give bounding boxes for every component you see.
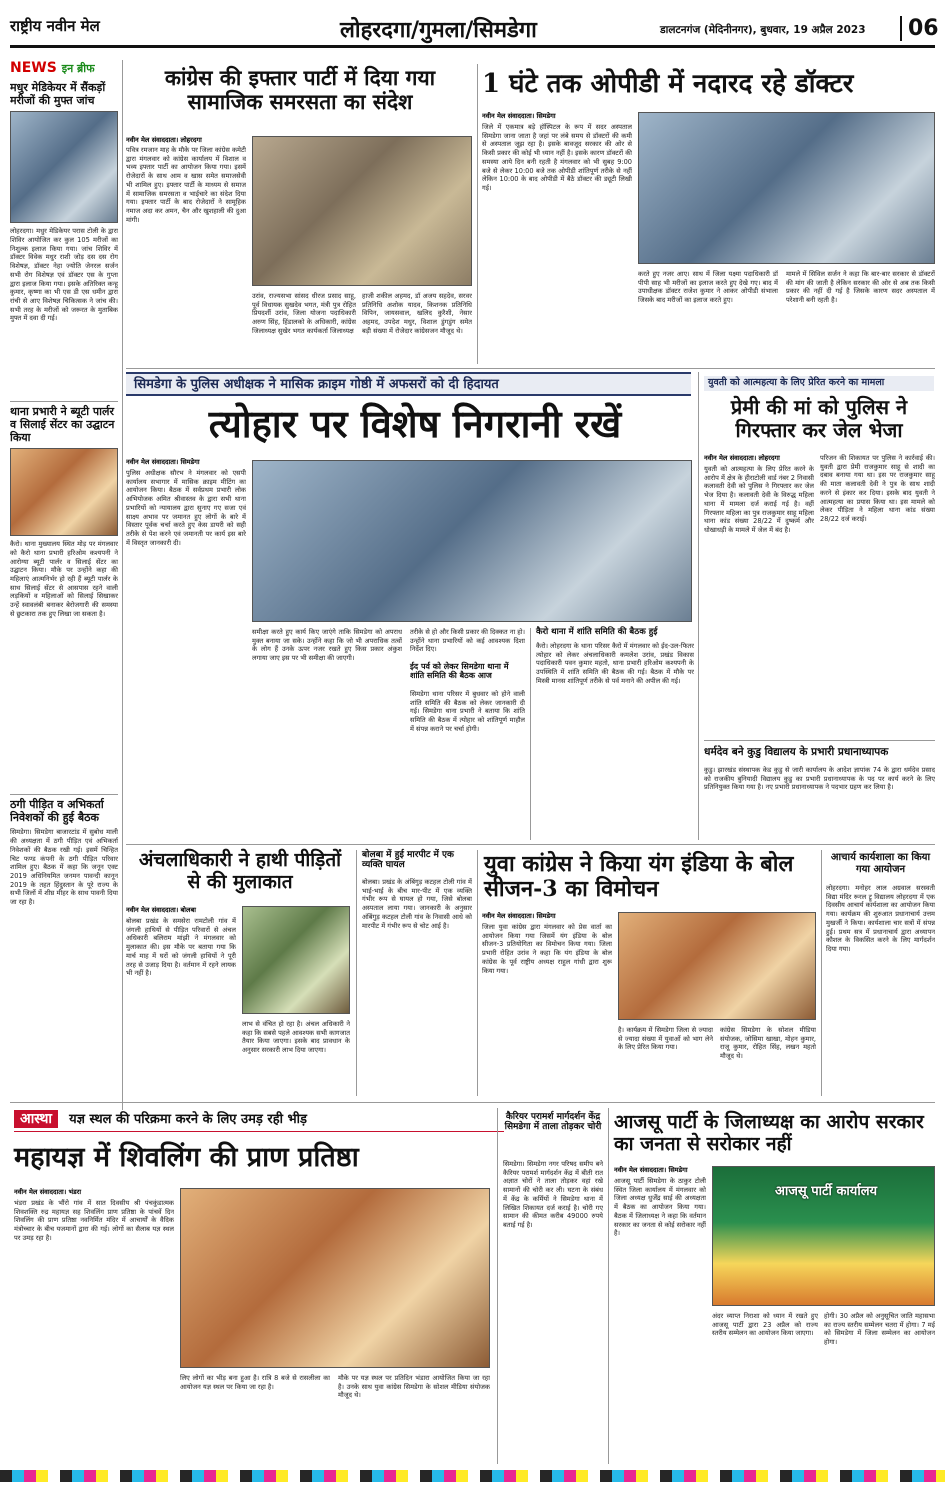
news-label: NEWS	[10, 60, 57, 76]
article-body: जिले में एकमात्र बड़े हॉस्पिटल के रूप में सदर अस्पताल सिमडेगा जाना जाता है जहां पर लंबे समय से डॉक्टरों की कमी से अस्पताल जूझ रहा है। इसके बावजूद सरकार की ओर से किसी प्रकार की कोई भी ध्यान नहीं है। इसके कारण डॉक्टरों की समस्या आये दिन बनी रहती है मंगलवार को भी सुबह 9:00 बजे से लेकर 10:00 बजे तक ओपीडी शांतिपूर्ण तरीके से नहीं लेकिन 10:00 के बाद ओपीडी में बैठे डॉक्टर की ड्यूटी लिखी गई।	[482, 123, 632, 192]
article-body: आजसू पार्टी सिमडेगा के ठाकुर टोली स्थित जिला कार्यालय में मंगलवार को जिला अध्यक्ष धुर्जेंद्र साई की अध्यक्षता में बैठक का आयोजन किया गया। बैठक में जिलाध्यक्ष ने कहा कि वर्तमान सरकार का जनता से कोई सरोकार नहीं है।	[614, 1177, 706, 1238]
article-byline: नवीन मेल संवाददाता। लोहरदगा	[704, 454, 780, 462]
article-body: तरीके से हो और किसी प्रकार की दिक्कत ना हो। उन्होंने थाना प्रभारियों को कई आवश्यक दिशा निर्देश दिए।	[410, 628, 525, 654]
article-body: जिला युवा कांग्रेस द्वारा मंगलवार को प्रेस वार्ता का आयोजन किया गया जिसमें यंग इंडिया के बोल सीजन-3 प्रतियोगिता का विमोचन किया गया। जिला प्रभारी रोहित उरांव ने कहा कि यंग इंडिया के बोल कांग्रेस के पूर्व राष्ट्रीय अध्यक्ष राहुल गांधी द्वारा शुरू किया गया।	[482, 923, 612, 975]
column-divider	[356, 850, 357, 1096]
article-body: कैरो। लोहरदगा के थाना परिसर कैरो में मंगलवार को ईद-उल-फितर त्योहार को लेकर अंचलाधिकारी कमलेश उरांव, प्रखंड विकास पदाधिकारी पवन कुमार महतो, थाना प्रभारी हरिओम कश्यपनी के उपस्थिति में शांति समिति की बैठक की गई। बैठक में मौके पर मिस्त्री मानस शांतिपूर्ण तरीके से पर्व मनाने की अपील की गई।	[536, 642, 694, 685]
kicker-strip	[126, 372, 691, 396]
article-body: युवती को आत्महत्या के लिए प्रेरित करने के आरोप में क्षेत्र के हीराटोली वार्ड नंबर 2 निवासी कलावती देवी को पुलिस ने गिरफ्तार कर जेल भेज दिया है। कलावती देवी के विरुद्ध महिला थाना में मामला दर्ज कराई गई है। वहीं गिरफ्तार महिला का पुत्र राजकुमार साहू महिला थाना कांड संख्या 28/22 में दुष्कर्म और धोखाधड़ी के मामले में जेल में बंद है।	[704, 465, 814, 534]
article-body: होगी। 30 अप्रैल को अनुसूचित जाति महासभा का राज्य स्तरीय सम्मेलन चतरा में होगा। 7 मई को सिमडेगा में जिला सम्मेलन का आयोजन होगा।	[824, 1312, 935, 1347]
article-photo	[252, 460, 692, 622]
brief-photo	[10, 448, 118, 536]
article-body: समीक्षा करते हुए कार्य किए जाएंगे ताकि सिमडेगा को अपराध मुक्त बनाया जा सके। उन्होंने कहा कि जो भी अपराधिक तत्वों के लोग हैं उनके ऊपर नजर रखते हुए किस प्रकार अंकुश लगाया जाए इस पर भी समीक्षा की जाएगी।	[252, 628, 402, 663]
article-body: करते हुए नजर आए। साथ में जिला यक्ष्मा पदाधिकारी डॉ पीपी साह भी मरीजों का इलाज करते हुए देखे गए। बाद में उपाधीक्षक डॉक्टर राजेश कुमार ने आकर ओपीडी संभाला जिसके बाद मरीजों का इलाज करते हुए।	[638, 270, 778, 305]
article-headline: प्रेमी की मां को पुलिस ने गिरफ्तार कर जेल भेजा	[730, 395, 908, 442]
article-body: उरांव, राज्यसभा सांसद धीरज प्रसाद साहू, पूर्व विधायक सुखदेव भगत, मंत्री पुत्र रोहित प्रियदर्शी उरांव, जिला योजना पदाधिकारी अरुण सिंह, हिंडालको के अधिकारी, कांग्रेस जिलाध्यक्ष सुखेर भगत कार्यकर्ता जिलाध्यक्ष	[252, 292, 356, 335]
article-photo	[252, 136, 472, 286]
article-body: भंडरा प्रखंड के भौंरो गांव में सात दिवसीय श्री पंचकुंडात्मक शिवशक्ति रुद्र महायज्ञ सह शिवलिंग प्राण प्रतिष्ठा के पांचवें दिन शिवलिंग की प्राण प्रतिष्ठा नवनिर्मित मंदिर में आचार्यों के वैदिक मंत्रोच्चार के बीच यजमानों द्वारा की गई। लोगों का सैलाब यज्ञ स्थल पर उमड़ रहा है।	[14, 1199, 174, 1242]
article-photo	[180, 1188, 490, 1368]
brief-headline: ठगी पीड़ित व अभिकर्ता निवेशकों की हुई बैठक	[10, 798, 104, 824]
article-body: लोहरदगा। मनोहर लाल अग्रवाल सरस्वती विद्या मंदिर रूरल ट्रू विद्यालय लोहरदगा में एक दिवसीय आचार्य कार्यशाला का आयोजन किया गया। कार्यक्रम की शुरुआत प्रधानाचार्य उत्तम मुखर्जी ने किया। कार्यशाला चार सत्रों में संपन्न हुई। प्रथम सत्र में प्रधानाचार्य द्वारा अध्यापन कौशल के विकसित करने के लिए मार्गदर्शन दिया गया।	[826, 884, 935, 953]
article-subhead: ईद पर्व को लेकर सिमडेगा थाना में शांति समिति की बैठक आज	[410, 661, 509, 681]
photo-banner-label: आजसू पार्टी कार्यालय	[775, 1184, 878, 1199]
article-headline: आजसू पार्टी के जिलाध्यक्ष का आरोप सरकार का जनता से सरोकार नहीं	[614, 1111, 924, 1155]
article-headline: युवा कांग्रेस ने किया यंग इंडिया के बोल सीजन-3 का विमोचन	[484, 851, 794, 903]
article-byline: नवीन मेल संवाददाता। सिमडेगा	[614, 1166, 688, 1174]
brief-body: लोहरदगा। मधुर मेडिकेयर परास टोली के द्वारा शिविर आयोजित कर कुल 105 मरीजों का निशुल्क इलाज किया गया। जांच शिविर में डॉक्टर विवेक मधुर राशी जोड़ दस दस रोग विशेषज्ञ, डॉक्टर नेहा ज्योति जेनरल सर्जन सभी रोग विशेषज्ञ एवं डॉक्टर एस के गुप्ता द्वारा इलाज किया गया। इसके अतिरिक्त कन्हू कुमार, कृष्णा का भी एस डी एस धमीन द्वारा रांची से आए विशेषज्ञ चिकित्सक ने जांच की। सभी तरह के मरीजों को जरूरत के मुताबिक मुफ्त में दवा दी गई।	[10, 227, 118, 323]
article-headline: आचार्य कार्यशाला का किया गया आयोजन	[830, 852, 931, 875]
column-divider	[608, 1108, 609, 1464]
article-body: सिमडेगा थाना परिसर में बुधवार को होने वाली शांति समिति की बैठक को लेकर जानकारी दी गई। सिमडेगा थाना प्रभारी ने बताया कि शांति समिति की बैठक में त्योहार को शांतिपूर्ण माहौल में संपन्न कराने पर चर्चा होगी।	[410, 690, 525, 733]
article-headline: महायज्ञ में शिवलिंग की प्राण प्रतिष्ठा	[14, 1142, 359, 1173]
brief-headline: मधुर मेडिकेयर में सैंकड़ों मरीजों की मुफ्त जांच	[10, 81, 106, 107]
article-body: पवित्र रमजान माह के मौके पर जिला कांग्रेस कमेटी द्वारा मंगलवार को कांग्रेस कार्यालय में विशाल व भव्य इफ्तार पार्टी का आयोजन किया गया। इसमें रोजेदारों के साथ आम व खास समेत समाजसेवी भी शामिल हुए। इफ्तार पार्टी के माध्यम से समाज में सामाजिक समरसता व भाईचारे का संदेश दिया गया। इफ्तार पार्टी के बाद रोजेदारों ने सामूहिक नमाज अदा कर अमन, चैन और खुशहाली की दुआ मांगी।	[126, 146, 246, 224]
article-headline: धर्मदेव बने कुडु विद्यालय के प्रभारी प्रधानाध्यापक	[704, 746, 889, 758]
article-body: मौके पर यज्ञ स्थल पर प्रतिदिन भंडारा आयोजित किया जा रहा है। उनके साथ युवा कांग्रेस सिमडेगा के सोशल मीडिया संयोजक मौजूद थे।	[338, 1374, 490, 1400]
article-byline: नवीन मेल संवाददाता। लोहरदगा	[126, 136, 202, 144]
article-body: मामले में सिविल सर्जन ने कहा कि बार-बार सरकार से डॉक्टरों की मांग की जाती है लेकिन सरकार की ओर से अब तक किसी प्रकार की नहीं दी गई है जिसके कारण सदर अस्पताल में परेशानी बनी रहती है।	[786, 270, 935, 305]
article-byline: नवीन मेल संवाददाता। सिमडेगा	[482, 112, 556, 120]
article-headline: बोलबा में हुई मारपीट में एक व्यक्ति घायल	[362, 850, 454, 871]
section-divider	[704, 740, 935, 741]
article-byline: नवीन मेल संवाददाता। सिमडेगा	[482, 912, 556, 920]
article-headline: कैरो थाना में शांति समिति की बैठक हुई	[536, 627, 658, 637]
news-sublabel: इन ब्रीफ	[61, 62, 95, 75]
dateline: डालटनगंज (मेदिनीनगर), बुधवार, 19 अप्रैल 2023	[660, 24, 866, 36]
article-body: कुडु। झारखंड संस्थापक केड कुडु से जारी कार्यालय के आदेश ज्ञापांक 74 के द्वारा धर्मदेव प्रसाद को राजकीय बुनियादी विद्यालय कुडु का प्रभारी प्रधानाध्यापक के पद पर कार्य करने के लिए प्रतिनियुक्त किया गया है। नए प्रभारी प्रधानाध्यापक ने पदभार ग्रहण कर लिया है।	[704, 766, 935, 792]
article-byline: नवीन मेल संवाददाता। भंडरा	[14, 1188, 82, 1196]
article-headline: कैरियर परामर्श मार्गदर्शन केंद्र सिमडेगा में ताला तोड़कर चोरी	[504, 1112, 602, 1133]
column-divider	[477, 64, 478, 364]
article-byline: नवीन मेल संवाददाता। बोलबा	[126, 906, 196, 914]
article-body: कांग्रेस सिमडेगा के सोशल मीडिया संयोजक, जोसिमा खाखा, मोहन कुमार, राजू कुमार, रोहित सिंह, लखन महतो मौजूद थे।	[720, 1026, 816, 1061]
article-byline: नवीन मेल संवाददाता। सिमडेगा	[126, 458, 200, 466]
article-photo	[712, 1166, 935, 1306]
article-kicker: यज्ञ स्थल की परिक्रमा करने के लिए उमड़ रही भीड़	[69, 1112, 307, 1127]
article-body: बोलबा प्रखंड के समसेरा रामटोली गांव में जंगली हाथियों से पीड़ित परिवारों से अंचल अधिकारी बलिराम मांझी ने मंगलवार को मुलाकात की। इस मौके पर बताया गया कि मार्च माह में घरों को जंगली हाथियों ने पूरी तरह से उजाड़ दिया है। वर्तमान में रहने लायक भी नहीं है।	[126, 917, 236, 978]
divider	[10, 401, 118, 402]
article-kicker: युवती को आत्महत्या के लिए प्रेरित करने का मामला	[704, 376, 934, 391]
article-kicker: सिमडेगा के पुलिस अधीक्षक ने मासिक क्राइम गोष्ठी में अफसरों को दी हिदायत	[134, 377, 499, 392]
astha-tag: आस्था	[14, 1110, 58, 1128]
article-body: परिजन की शिकायत पर पुलिस ने कार्रवाई की। युवती द्वारा प्रेमी राजकुमार साहू से शादी का दबाव बनाया गया था। इस पर राजकुमार साहू की माता कलावती देवी ने पुत्र के साथ शादी करने से इंकार कर दिया। इसके बाद युवती ने आत्महत्या का प्रयास किया था। इस मामले को लेकर पीड़िता ने महिला थाना कांड संख्या 28/22 दर्ज कराई।	[820, 454, 935, 523]
section-title: लोहरदगा/गुमला/सिमडेगा	[340, 17, 537, 43]
article-photo	[638, 112, 935, 264]
brief-headline: थाना प्रभारी ने ब्यूटी पार्लर व सिलाई सेंटर का उद्घाटन किया	[10, 405, 115, 444]
page-header	[10, 14, 939, 48]
page-number: 06	[900, 16, 939, 41]
news-in-brief-label	[10, 60, 118, 76]
section-divider	[10, 1102, 935, 1103]
divider	[10, 794, 118, 795]
article-headline: त्योहार पर विशेष निगरानी रखें	[208, 401, 622, 446]
article-photo	[242, 906, 350, 1014]
masthead-logo: राष्ट्रीय नवीन मेल	[10, 17, 100, 35]
brief-body: सिमडेगा। सिमडेगा बाजारटांड में सुबोध माली की अध्यक्षता में ठगी पीड़ित एवं अभिकर्ता निवेशकों की बैठक रखी गई। इसमें चिन्हित चिट फण्ड कंपनी के ठगी पीड़ित परिवार शामिल हुए। बैठक में कहा कि जनून एक्ट 2019 अधिनियमित जनमन पावन्दी कानून 2019 के तहत हिंदुस्तान के पूरे राज्य के सभी जिलों में शीघ्र मीहर के साथ पावनी दिया जा रहा है।	[10, 828, 118, 907]
column-divider	[477, 850, 478, 1096]
article-body: हाजी शकील अहमद, डॉ अजय सहदेव, सरवर प्रतिनिधि अशोक यादव, किशनक प्रतिनिधि विपिन, जायसवाल, खलिद कुरैशी, नेसार अहमद, उपदेश मधुर, विशाल डुंगडुंग समेत बड़ी संख्या में रोजेदार कांग्रेसजन मौजूद थे।	[362, 292, 472, 335]
brief-photo	[10, 111, 118, 223]
brief-body: कैरो। थाना मुख्यालय स्थित मोड़ पर मंगलवार को कैरो थाना प्रभारी हरिओम कश्यपनी ने आरोग्या ब्यूटी पार्लर व सिलाई सेंटर का उद्घाटन किया। मौके पर उन्होंने कहा की महिलाएं आत्मनिर्भर हो रही हैं ब्यूटी पार्लर के साथ सिलाई सेंटर से आसपास रहने वाली लड़कियों व महिलाओं को सिलाई सिखाकर उन्हें स्वावलंबी बनाकर बेरोजगारी की समस्या से छुटकारा तक हुए लिखा जा सकता है।	[10, 540, 118, 618]
article-body: अंदर व्याप्त निराशा को ध्यान में रखते हुए आजसू पार्टी द्वारा 23 अप्रैल को राज्य स्तरीय सम्मेलन का आयोजन किया जाएगा।	[712, 1312, 818, 1338]
print-registration-bar	[0, 1470, 945, 1482]
article-photo	[618, 912, 816, 1020]
kicker-row	[14, 1108, 504, 1132]
article-headline: अंचलाधिकारी ने हाथी पीड़ितों से की मुलाकात	[138, 849, 342, 893]
article-headline: कांग्रेस की इफ्तार पार्टी में दिया गया सामाजिक समरसता का संदेश	[164, 65, 436, 115]
article-body: पुलिस अधीक्षक सौरभ ने मंगलवार को एसपी कार्यालय सभागार में मासिक क्राइम मीटिंग का आयोजन किया। बैठक में सर्वप्रथम प्रभारी लोक अभियोजक अमित श्रीवास्तव के द्वारा सभी थाना प्रभारियों को न्यायालय द्वारा सुनाए गए सजा एवं साक्ष्य अभाव पर जमानत हुए लोगों के बारे में विस्तार पूर्वक चर्चा करते हुए केस डायरी को सही तरीके से पेश करने एवं जमानती पर कार्य इस बारे में विस्तृत जानकारी दी।	[126, 469, 246, 547]
article-body: लाभ से वंचित हो रहा है। अंचल अधिकारी ने कहा कि सबसे पहले आवश्यक सभी कागजात तैयार किया जाएगा। इसके बाद प्रावधान के अनुसार सरकारी लाभ दिया जाएगा।	[242, 1020, 350, 1055]
article-body: लिए लोगों का भीड़ बना हुआ है। रात्रि 8 बजे से रासलीला का आयोजन यज्ञ स्थल पर किया जा रहा है।	[180, 1374, 330, 1391]
section-divider	[126, 844, 935, 845]
column-divider	[530, 628, 531, 840]
article-body: सिमडेगा। सिमडेगा नगर परिषद समीप बने कैरियर परामर्श मार्गदर्शन केंद्र में बीती रात अज्ञात चोरों ने ताला तोड़कर वहां रखे सामानों की चोरी कर ली। घटना के संबंध में केंद्र के कर्मियों ने सिमडेगा थाना में लिखित शिकायत दर्ज कराई है। चोरी गए सामान की कीमत करीब 49000 रुपये बताई गई है।	[503, 1160, 603, 1229]
news-in-brief-column	[10, 60, 118, 1110]
column-divider	[821, 850, 822, 1096]
article-body: बोलबा। प्रखंड के अंबिंगुड़ कटहल टोली गांव में भाई-भाई के बीच मार-पीट में एक व्यक्ति गंभीर रूप से घायल हो गया, जिसे बोलबा अस्पताल लाया गया। जानकारी के अनुसार अंबिंगुड़ कटहल टोली गांव के निवासी आधे को मारपीट में गंभीर रूप से चोट आई है।	[362, 878, 472, 930]
section-divider	[126, 368, 935, 369]
column-divider	[122, 60, 123, 1110]
article-headline: 1 घंटे तक ओपीडी में नदारद रहे डॉक्टर	[482, 69, 854, 99]
column-divider	[698, 372, 699, 840]
column-divider	[497, 1108, 498, 1464]
article-body: है। कार्यक्रम में सिमडेगा जिला से ज्यादा से ज्यादा संख्या में युवाओं को भाग लेने के लिए प्रेरित किया गया।	[618, 1026, 713, 1052]
